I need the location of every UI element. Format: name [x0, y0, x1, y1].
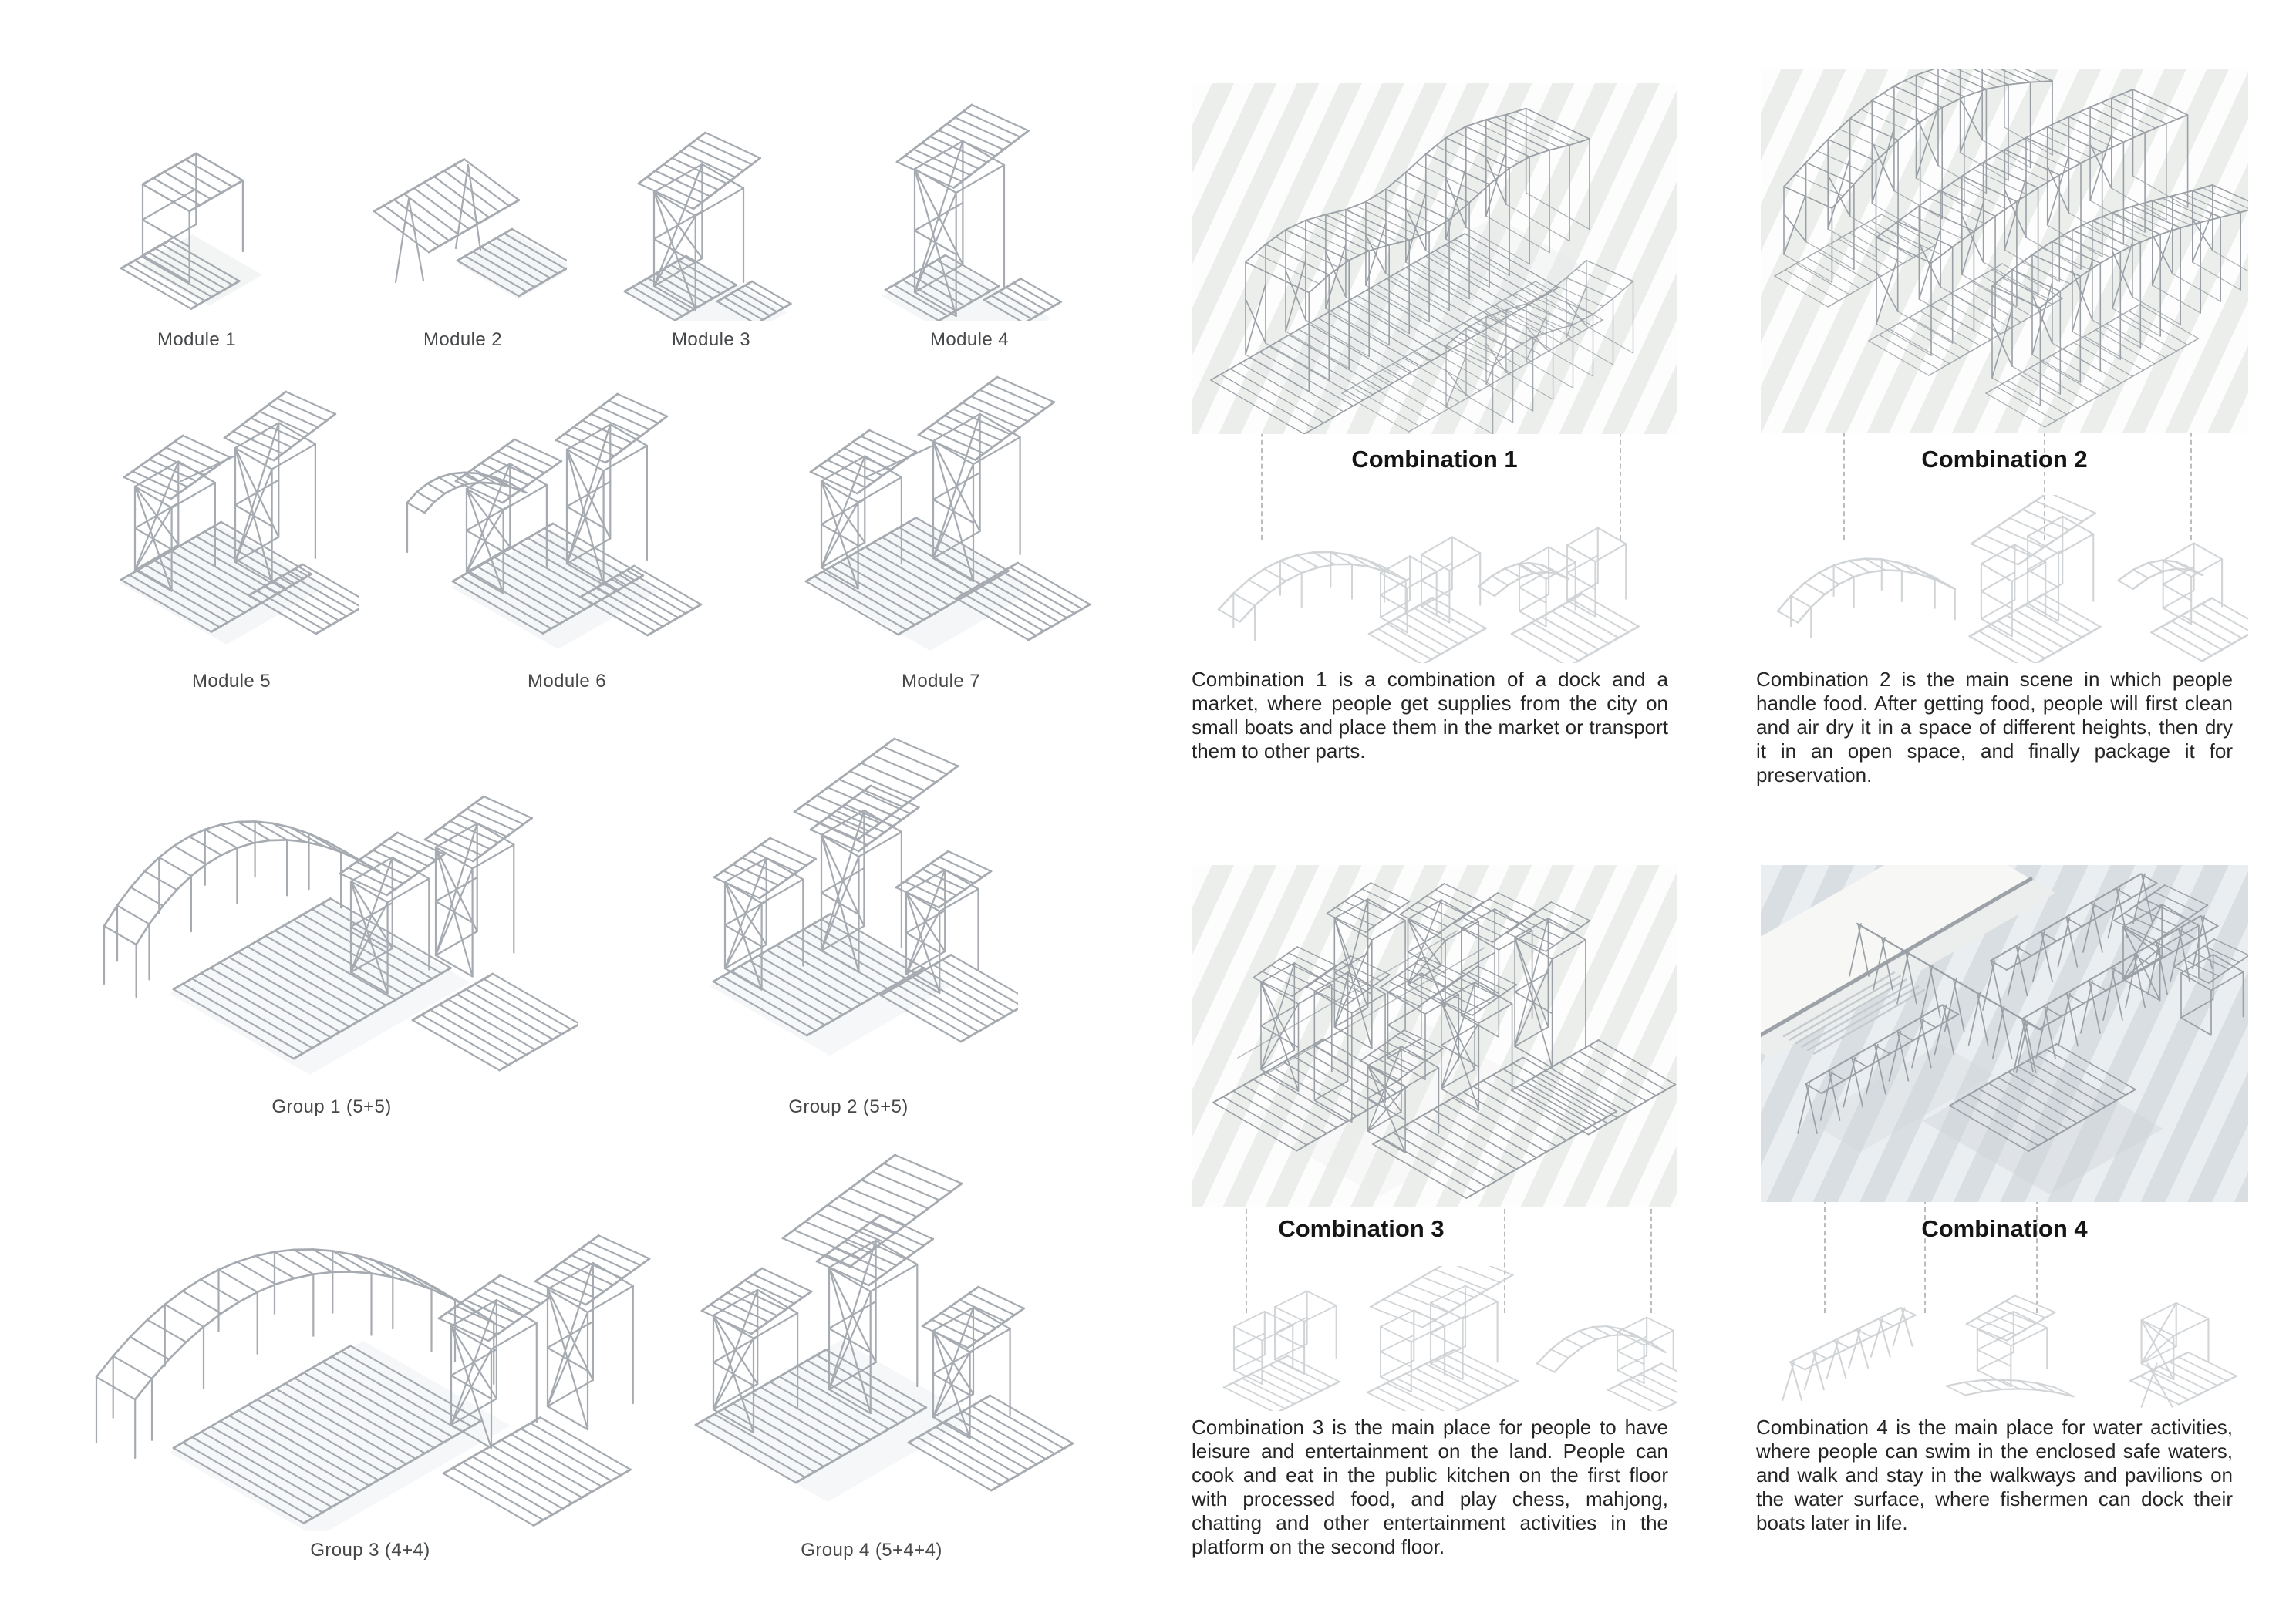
group-1-drawing [85, 718, 578, 1088]
group-4-label: Group 4 (5+4+4) [801, 1540, 942, 1561]
module-figure-3 [600, 120, 822, 355]
module-3-drawing [600, 120, 822, 321]
group-2-label: Group 2 (5+5) [788, 1096, 909, 1117]
combination-4-axonometric-drawing [1761, 865, 2248, 1202]
module-2-drawing [359, 128, 567, 321]
combination-3-ghost-drawings [1192, 1266, 1677, 1411]
combination-1-ghost-drawings [1192, 495, 1677, 663]
combination-2-image [1761, 69, 2248, 433]
group-3-drawing [77, 1146, 663, 1531]
module-figure-6 [393, 373, 740, 697]
module-4-label: Module 4 [930, 329, 1009, 350]
module-4-drawing [855, 103, 1084, 321]
module-figure-2 [359, 128, 567, 355]
module-figure-1 [112, 128, 282, 355]
combination-1-image [1192, 83, 1677, 434]
combination-1-module-ghosts [1192, 495, 1677, 663]
combination-1-axonometric-drawing [1192, 83, 1677, 434]
module-5-drawing [104, 373, 359, 662]
combination-2-caption: Combination 2 is the main scene in which people handle food. After getting food, people will first clean and air dry it in a space of different heights, then dry it in an open space, and finally package it for preservation. [1756, 668, 2233, 786]
combination-1-title: Combination 1 [1351, 446, 1518, 473]
combination-1-caption: Combination 1 is a combination of a dock and a market, where people get supplies from the city on small boats and place them in the market or transport them to other parts. [1192, 668, 1668, 763]
combination-4-title: Combination 4 [1921, 1215, 2088, 1242]
module-6-label: Module 6 [528, 671, 606, 692]
module-3-label: Module 3 [672, 329, 750, 350]
module-5-label: Module 5 [192, 671, 271, 692]
group-figure-4 [648, 1146, 1095, 1566]
module-7-label: Module 7 [902, 671, 980, 692]
group-3-label: Group 3 (4+4) [310, 1540, 430, 1561]
combination-2-ghost-drawings [1761, 495, 2248, 663]
combination-2-module-ghosts [1761, 495, 2248, 663]
module-figure-7 [767, 373, 1114, 697]
combination-2-axonometric-drawing [1761, 69, 2248, 433]
combination-4-ghost-drawings [1761, 1266, 2248, 1411]
group-figure-2 [679, 718, 1018, 1123]
group-figure-3 [77, 1146, 663, 1566]
module-7-drawing [767, 373, 1114, 662]
group-4-drawing [648, 1146, 1095, 1531]
module-figure-5 [104, 373, 359, 697]
combination-3-caption: Combination 3 is the main place for people to have leisure and entertainment on the land. People can cook and eat in the public kitchen on the first floor with processed food, and play chess, mahjong, chatting and other entertainment activities in the platform on the second floor. [1192, 1416, 1668, 1558]
group-2-drawing [679, 718, 1018, 1088]
module-1-drawing [112, 128, 282, 321]
module-6-drawing [393, 373, 740, 662]
group-figure-1 [85, 718, 578, 1123]
combination-2-title: Combination 2 [1921, 446, 2088, 473]
combination-4-module-ghosts [1761, 1266, 2248, 1411]
group-1-label: Group 1 (5+5) [271, 1096, 392, 1117]
module-figure-4 [855, 103, 1084, 355]
module-1-label: Module 1 [157, 329, 236, 350]
combination-4-image [1761, 865, 2248, 1202]
combination-3-image [1192, 865, 1677, 1207]
combination-3-module-ghosts [1192, 1266, 1677, 1411]
combination-4-caption: Combination 4 is the main place for water activities, where people can swim in the enclosed safe waters, and walk and stay in the walkways and pavilions on the water surface, where fishermen can dock their boats later in life. [1756, 1416, 2233, 1534]
combination-3-axonometric-drawing [1192, 865, 1677, 1207]
module-2-label: Module 2 [423, 329, 502, 350]
combination-3-title: Combination 3 [1278, 1215, 1445, 1242]
